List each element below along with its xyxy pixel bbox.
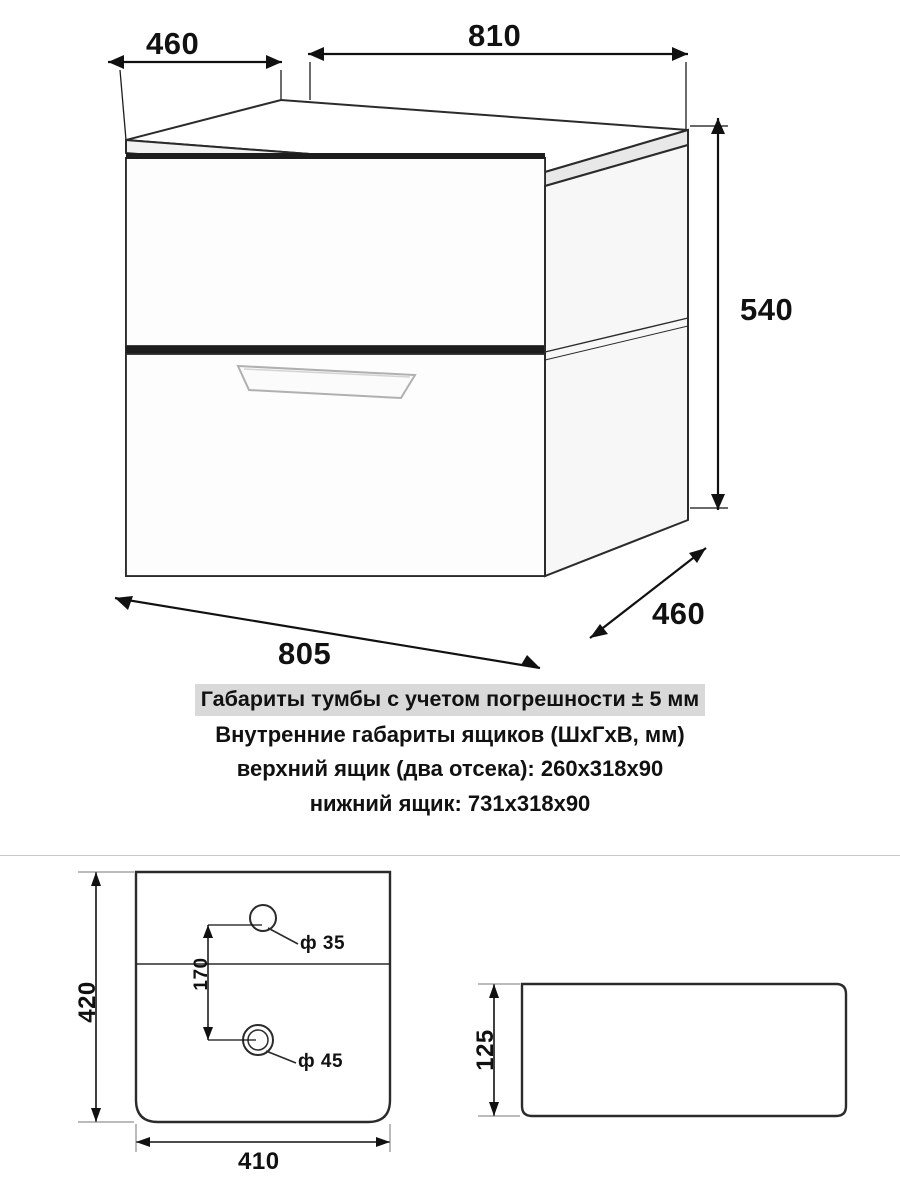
dim-label-hole-large: ф 45 — [298, 1051, 344, 1072]
dim-label-top-width: 810 — [468, 18, 522, 53]
dim-label-top-depth: 460 — [146, 26, 200, 61]
sink-top-view — [136, 872, 390, 1122]
dim-label-hole-offset: 170 — [191, 957, 212, 991]
tolerance-note: Габариты тумбы с учетом погрешности ± 5 мм — [195, 684, 705, 716]
sink-side-view — [522, 984, 846, 1116]
upper-drawer-note: верхний ящик (два отсека): 260x318x90 — [236, 756, 664, 782]
dim-label-sink-width: 410 — [238, 1148, 280, 1175]
lower-drawer-note: нижний ящик: 731x318x90 — [309, 790, 591, 816]
dim-label-side-depth: 460 — [652, 596, 706, 631]
dim-label-bottom-width: 805 — [278, 636, 332, 671]
dim-label-hole-small: ф 35 — [300, 933, 346, 954]
inner-dims-header: Внутренние габариты ящиков (ШхГхВ, мм) — [215, 721, 685, 747]
dim-label-height: 540 — [740, 292, 794, 327]
dim-label-sink-side-height: 125 — [472, 1029, 499, 1071]
dim-label-sink-height: 420 — [74, 981, 101, 1023]
